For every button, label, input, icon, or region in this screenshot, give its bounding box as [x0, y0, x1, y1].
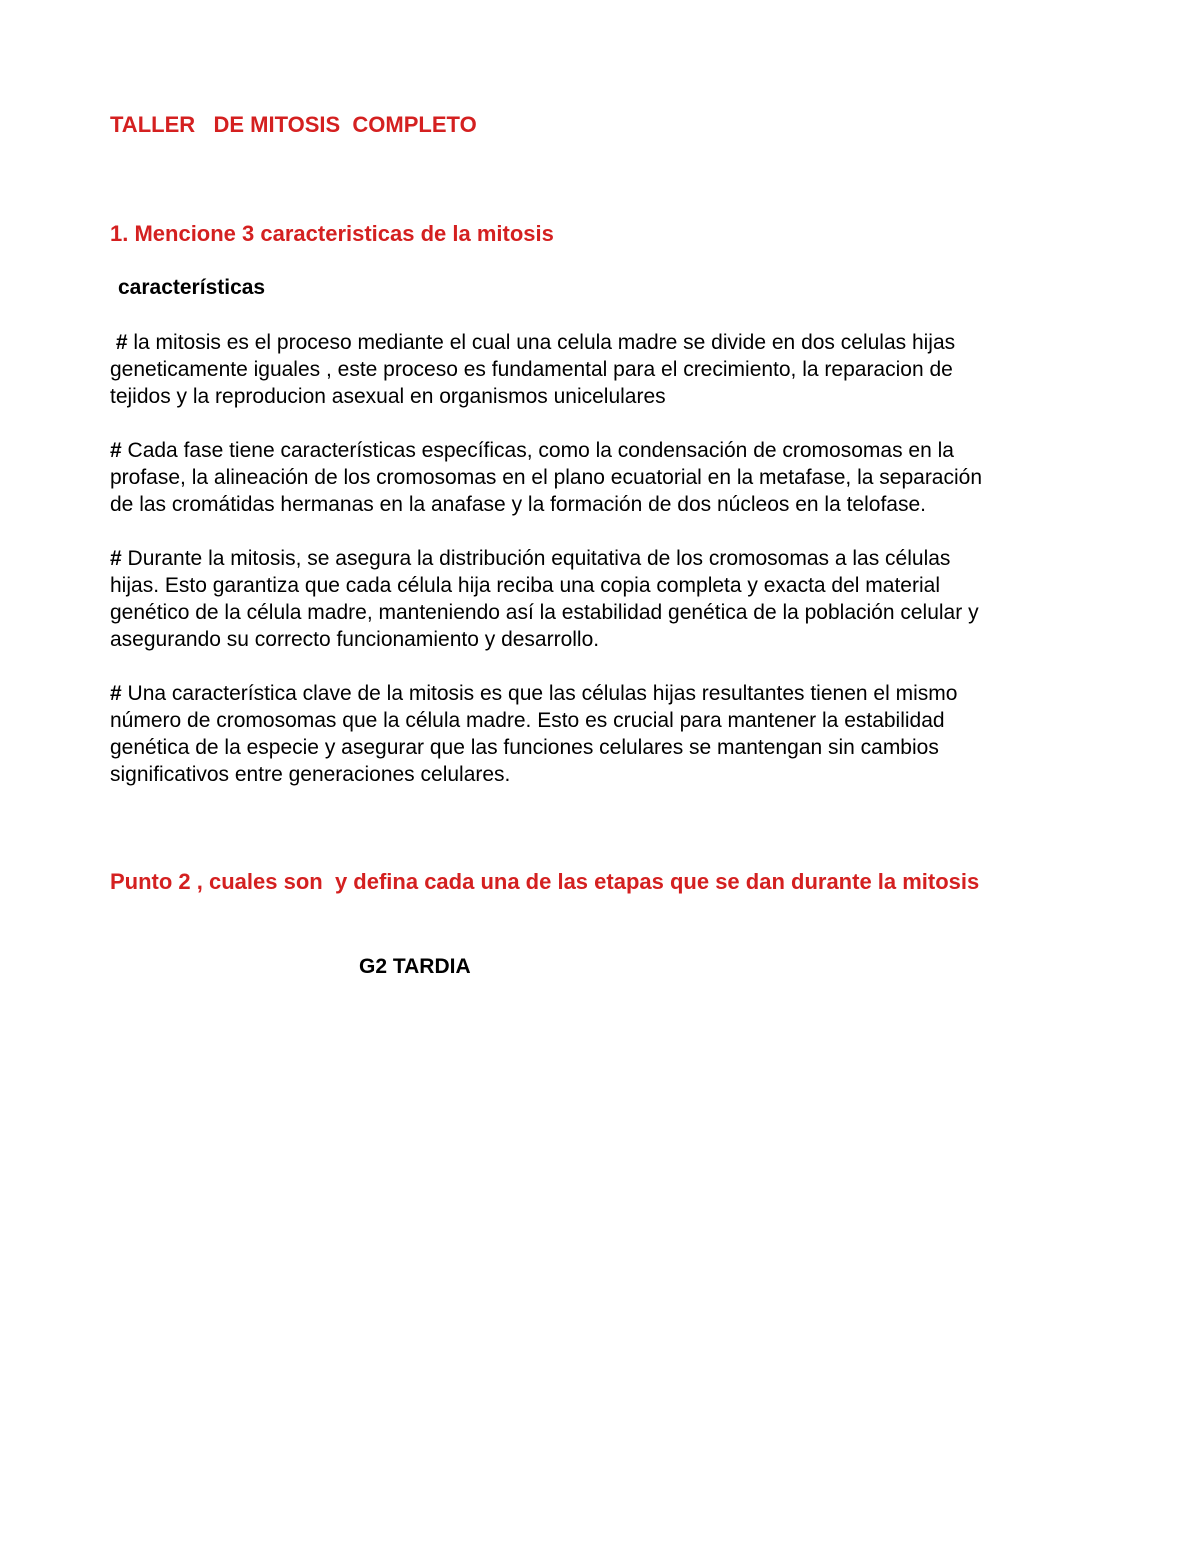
paragraph-line — [110, 329, 1100, 356]
paragraph-line — [110, 680, 1100, 707]
bullet-marker: # — [110, 547, 122, 570]
document-title: TALLER DE MITOSIS COMPLETO — [110, 112, 477, 137]
paragraph-line: tejidos y la reproducion asexual en organismos unicelulares — [110, 385, 666, 408]
paragraph-text: Durante la mitosis, se asegura la distribución equitativa de los cromosomas a las células — [127, 547, 951, 570]
paragraph-line: geneticamente iguales , este proceso es fundamental para el crecimiento, la reparacion de — [110, 358, 953, 381]
paragraph-text: Una característica clave de la mitosis es que las células hijas resultantes tienen el mismo — [127, 682, 958, 705]
paragraph-line — [110, 437, 1100, 464]
group-label: G2 TARDIA — [359, 955, 471, 978]
paragraph-4 — [110, 680, 1100, 788]
paragraph-line: asegurando su correcto funcionamiento y desarrollo. — [110, 628, 600, 651]
paragraph-line: genético de la célula madre, manteniendo así la estabilidad genética de la población celular y — [110, 601, 979, 624]
paragraph-line — [110, 545, 1100, 572]
paragraph-1 — [110, 329, 1100, 410]
paragraph-3 — [110, 545, 1100, 653]
paragraph-line: hijas. Esto garantiza que cada célula hija reciba una copia completa y exacta del material — [110, 574, 940, 597]
paragraph-text: Cada fase tiene características específicas, como la condensación de cromosomas en la — [127, 439, 954, 462]
bullet-marker: # — [115, 331, 128, 354]
question-2-heading: Punto 2 , cuales son y defina cada una de las etapas que se dan durante la mitosis — [110, 869, 980, 894]
paragraph-line: número de cromosomas que la célula madre. Esto es crucial para mantener la estabilidad — [110, 709, 945, 732]
paragraph-line: profase, la alineación de los cromosomas en el plano ecuatorial en la metafase, la separación — [110, 466, 983, 489]
paragraph-text: la mitosis es el proceso mediante el cual una celula madre se divide en dos celulas hijas — [133, 331, 956, 354]
bullet-marker: # — [110, 682, 122, 705]
question-1-heading: 1. Mencione 3 caracteristicas de la mitosis — [110, 221, 554, 246]
paragraph-line: genética de la especie y asegurar que las funciones celulares se mantengan sin cambios — [110, 736, 939, 759]
characteristics-subheading: características — [118, 276, 266, 299]
bullet-marker: # — [110, 439, 122, 462]
paragraph-line: de las cromátidas hermanas en la anafase y la formación de dos núcleos en la telofase. — [110, 493, 926, 516]
paragraph-2 — [110, 437, 1100, 518]
paragraph-line: significativos entre generaciones celulares. — [110, 763, 511, 786]
